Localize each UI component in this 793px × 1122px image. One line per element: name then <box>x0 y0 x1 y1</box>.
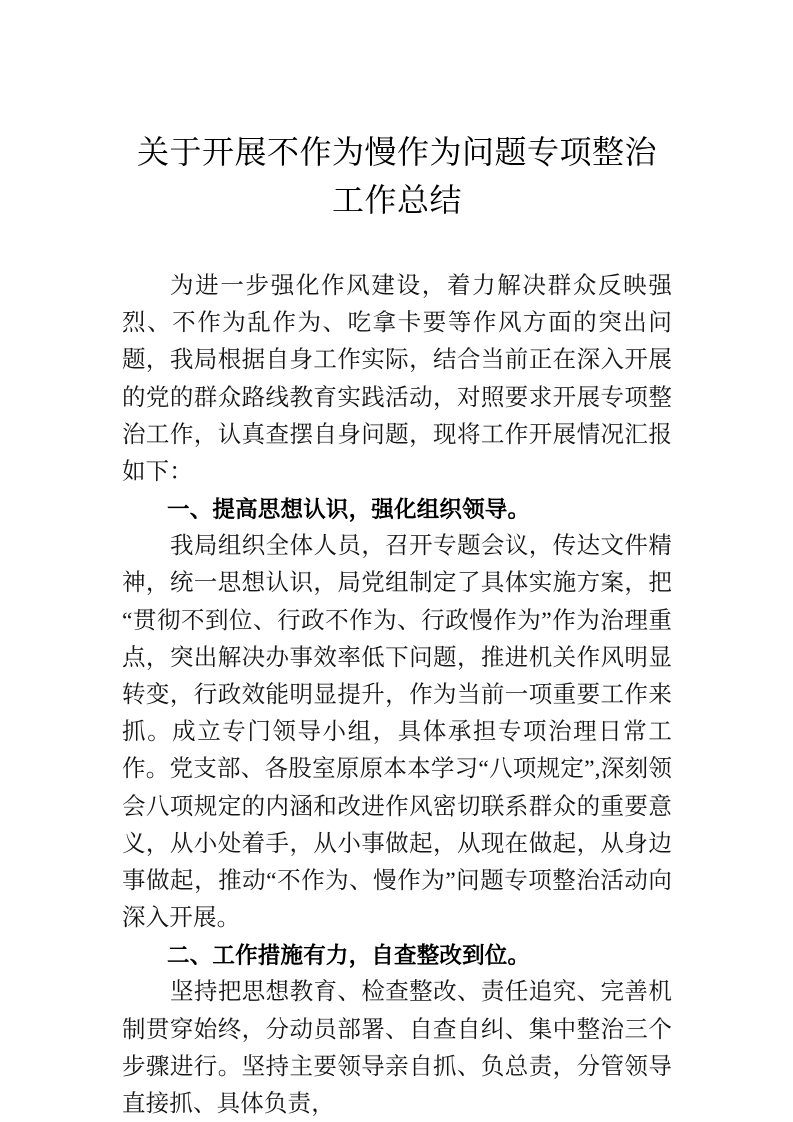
document-content <box>122 268 672 1122</box>
section-heading-two: 二、工作措施有力，自查整改到位。 <box>167 943 531 969</box>
section-two-paragraph: 坚持把思想教育、检查整改、责任追究、完善机制贯穿始终，分动员部署、自查自纠、集中整治三个步骤进行。坚持主要领导亲自抓、负总责，分管领导直接抓、具体负责， <box>122 979 672 1118</box>
page-text-column <box>122 0 672 1122</box>
section-one-paragraph: 我局组织全体人员，召开专题会议，传达文件精神，统一思想认识，局党组制定了具体实施方案，把“贯彻不到位、行政不作为、行政慢作为”作为治理重点，突出解决办事效率低下问题，推进机关作风明显转变，行政效能明显提升，作为当前一项重要工作来抓。成立专门领导小组，具体承担专项治理日常工作。党支部、各股室原原本本学习“八项规定”,深刻领会八项规定的内涵和改进作风密切联系群众的重要意义，从小处着手，从小事做起，从现在做起，从身边事做起，推动“不作为、慢作为”问题专项整治活动向深入开展。 <box>122 533 672 932</box>
title-body-spacer <box>122 224 672 268</box>
section-heading-one: 一、提高思想认识，强化组织领导。 <box>167 497 531 523</box>
intro-paragraph: 为进一步强化作风建设，着力解决群众反映强烈、不作为乱作为、吃拿卡要等作风方面的突出问题，我局根据自身工作实际，结合当前正在深入开展的党的群众路线教育实践活动，对照要求开展专项整治工作，认真查摆自身问题，现将工作开展情况汇报如下： <box>122 273 672 486</box>
page-title: 关于开展不作为慢作为问题专项整治工作总结 <box>136 134 657 218</box>
